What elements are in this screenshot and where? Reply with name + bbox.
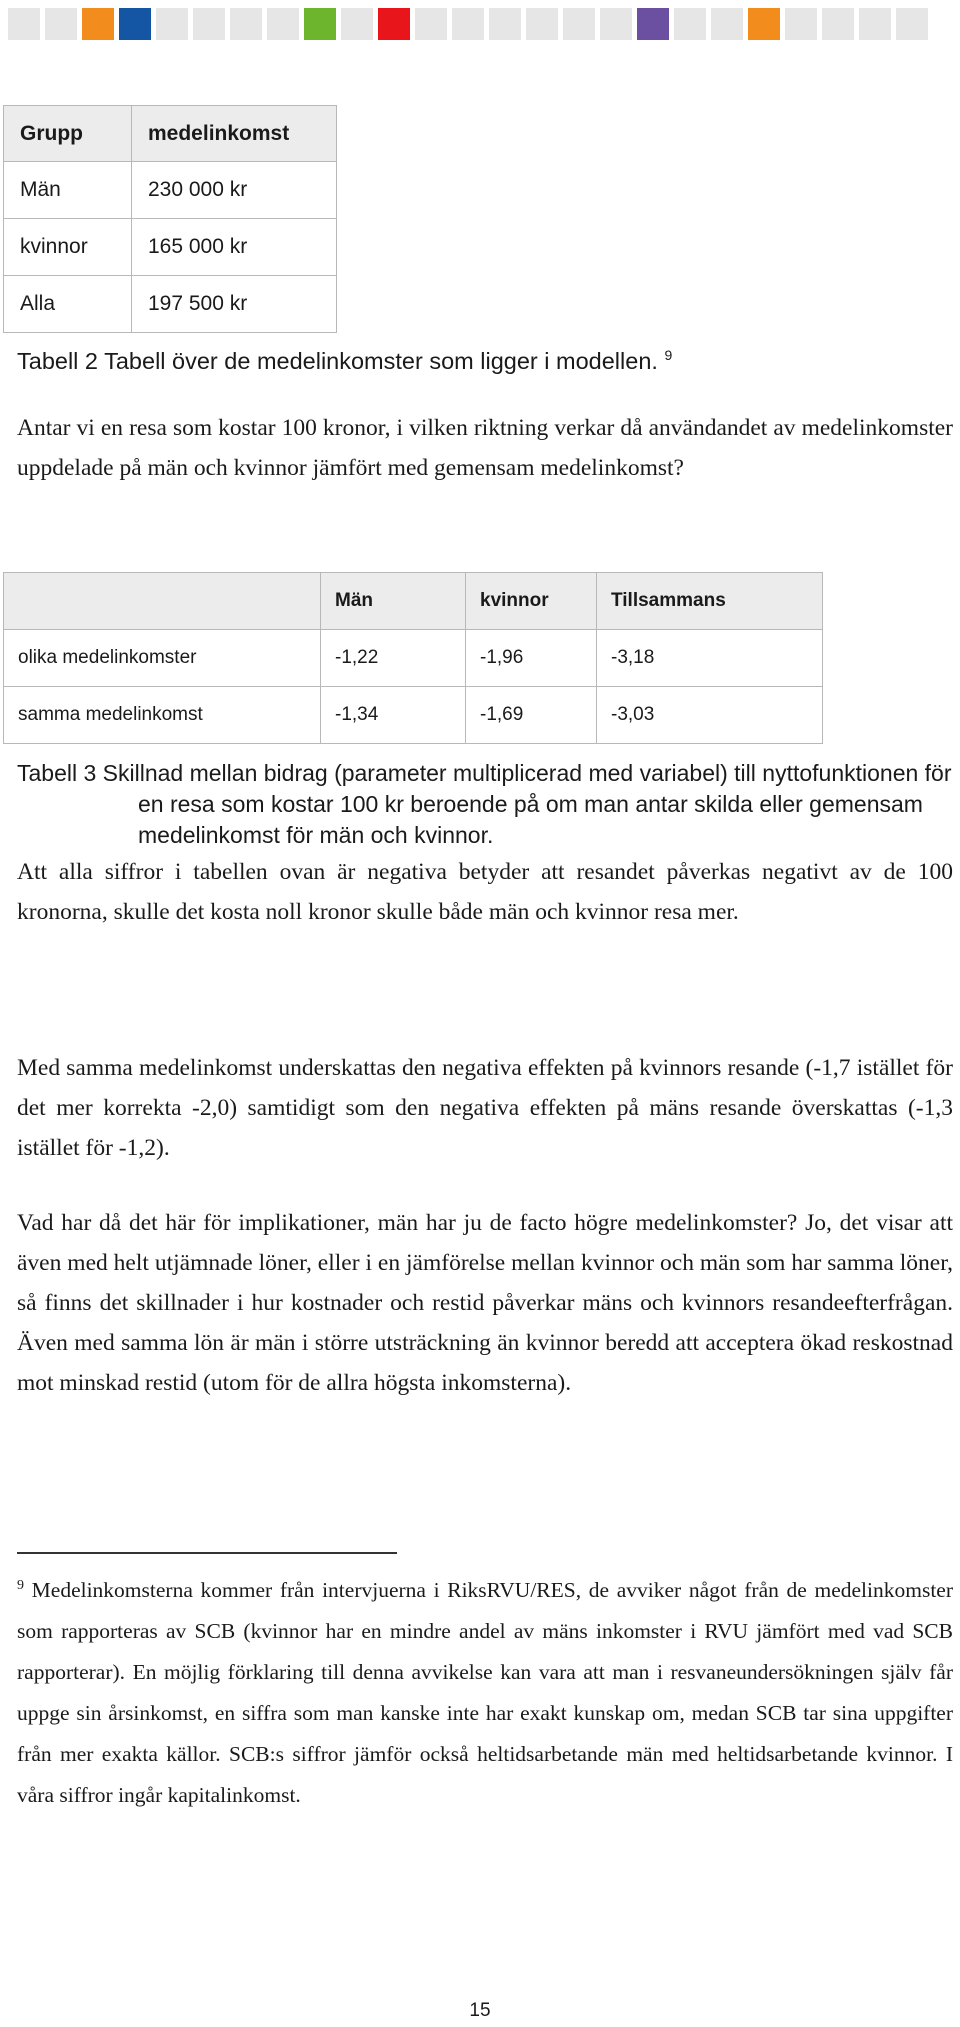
table-cell: kvinnor [4,219,132,276]
color-block [563,8,595,40]
footnote-number: 9 [17,1577,24,1593]
difference-table [3,572,823,744]
color-block [341,8,373,40]
body-paragraph: Vad har då det här för implikationer, män har ju de facto högre medelinkomster? Jo, det visar att även med helt utjämnade löner, eller i en jämförelse mellan kvinnor och män som har samma löner, så finns det skillnader i hur kostnader och restid påverkar mäns och kvinnors resandeefterfrågan. Även med samma lön är män i större utsträckning än kvinnor beredd att acceptera ökad reskostnad mot minskad restid (utom för de allra högsta inkomsterna). [17,1210,953,1396]
table-header-cell: kvinnor [466,573,597,630]
table-header-row [4,106,337,162]
color-block [674,8,706,40]
body-paragraph: Att alla siffror i tabellen ovan är negativa betyder att resandet påverkas negativt av de 100 kronorna, skulle det kosta noll kronor skulle både män och kvinnor resa mer. [17,859,953,925]
table-header-cell: medelinkomst [132,106,337,162]
color-block [896,8,928,40]
color-block [267,8,299,40]
table-header-cell: Tillsammans [597,573,823,630]
color-block [600,8,632,40]
footnote-ref: 9 [664,347,673,364]
table-cell: 197 500 kr [132,276,337,333]
color-block [526,8,558,40]
table-cell: -3,03 [597,687,823,744]
table-header-cell: Män [321,573,466,630]
color-strip [8,8,933,40]
table-cell: samma medelinkomst [4,687,321,744]
color-block [748,8,780,40]
color-block [859,8,891,40]
table-row [4,630,823,687]
table-header-row [4,573,823,630]
table-header-cell: Grupp [4,106,132,162]
table-row [4,276,337,333]
color-block [119,8,151,40]
color-block [82,8,114,40]
table-row [4,162,337,219]
color-block [378,8,410,40]
table-caption [17,348,672,375]
table-cell: -1,22 [321,630,466,687]
color-block [45,8,77,40]
table-header-cell [4,573,321,630]
table-row [4,219,337,276]
footnote [17,1570,953,1816]
table-cell: 165 000 kr [132,219,337,276]
table-cell: 230 000 kr [132,162,337,219]
color-block [452,8,484,40]
color-block [304,8,336,40]
color-block [156,8,188,40]
footnote-text: Medelinkomsterna kommer från intervjuerna i RiksRVU/RES, de avviker något från de medelinkomster som rapporteras av SCB (kvinnor har en mindre andel av mäns inkomster i RVU jämfört med vad SCB rapporterar). En möjlig förklaring till denna avvikelse kan vara att man i resvaneundersökningen själv får uppge sin årsinkomst, en siffra som man kanske inte har exakt kunskap om, medan SCB tar sina uppgifter från mer exakta källor. SCB:s siffror jämför också heltidsarbetande män med heltidsarbetande kvinnor. I våra siffror ingår kapitalinkomst. [17,1578,953,1807]
color-block [822,8,854,40]
table-cell: Män [4,162,132,219]
body-paragraph: Antar vi en resa som kostar 100 kronor, i vilken riktning verkar då användandet av medelinkomster uppdelade på män och kvinnor jämfört med gemensam medelinkomst? [17,415,953,481]
table-cell: -3,18 [597,630,823,687]
color-block [8,8,40,40]
color-block [637,8,669,40]
table-caption: Tabell 3 Skillnad mellan bidrag (parameter multiplicerad med variabel) till nyttofunktionen för en resa som kostar 100 kr beroende på om man antar skilda eller gemensam medelinkomst för män och kvinnor. [17,760,952,848]
color-block [230,8,262,40]
table-cell: olika medelinkomster [4,630,321,687]
color-block [489,8,521,40]
footnote-rule [17,1552,397,1554]
color-block [415,8,447,40]
table-cell: -1,34 [321,687,466,744]
table-caption-text: Tabell 2 Tabell över de medelinkomster som ligger i modellen. [17,348,658,374]
body-paragraph: Med samma medelinkomst underskattas den negativa effekten på kvinnors resande (-1,7 istället för det mer korrekta -2,0) samtidigt som den negativa effekten på mäns resande överskattas (-1,3 istället för -1,2). [17,1055,953,1161]
table-cell: -1,96 [466,630,597,687]
table-cell: Alla [4,276,132,333]
table-row [4,687,823,744]
color-block [785,8,817,40]
table-cell: -1,69 [466,687,597,744]
color-block [193,8,225,40]
income-table [3,105,337,333]
page-number: 15 [469,2000,491,2021]
color-block [711,8,743,40]
